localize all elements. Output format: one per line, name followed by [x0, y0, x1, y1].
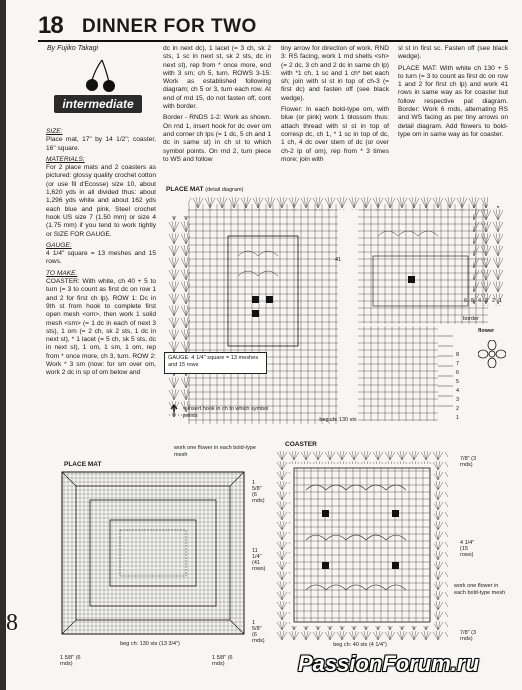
row-number: 2 — [456, 406, 460, 412]
row-number: 4 — [456, 388, 460, 394]
watermark: PassionForum.ru — [298, 651, 479, 676]
placemat-full-diagram — [60, 470, 248, 638]
row-number: 5 — [456, 379, 460, 385]
coaster-instructions: COASTER: With white, ch 40 + 5 to turn (= 3 to count as first dc on row 1 and 2 for first ch lp). ROW 1: Dc in 9th st from hook to complete first open mesh <om>, then work 1 solid mesh <sm> (= 1 dc in each of next 3 sts), 1 om (= 2 ch, sk 2 sts, 1 dc in next st), * 1 lacet (= 5 ch, sk 5 sts, dc in next st), 1 om, 1 sm, 1 om, rep from * once more, ch 3, turn. ROW 2: Work * 3 sm (now: for sm over om, work 2 dc in sp of om below and — [46, 278, 156, 377]
border-rnd-number: 3 — [485, 298, 489, 304]
coaster-flower-note: work one flower in each bold-type mesh — [454, 583, 506, 596]
border-rnd-number: 4 — [478, 298, 482, 304]
row-number: 8 — [456, 352, 460, 358]
placemat-flower-note: work one flower in each bold-type mesh — [174, 445, 256, 458]
page-edge-strip — [0, 0, 6, 690]
flower-text: Flower: In each bold-type om, with blue (or pink) work 1 blossom thus: attach thread with sl st in top of corresp dc, ch 1, * 1 sc in top of dc, 1 ch, 4 dc over stem of dc (or over ch-2 lp of om), rep from * 3 times more; join with — [281, 106, 389, 163]
placemat-top-measure: 1 5/8" (6 rnds) — [252, 480, 265, 504]
placemat-text: PLACE MAT: With white ch 130 + 5 to turn (= 3 to count as first dc on row 1 and 2 for first ch lp) and work 41 rows in same way as for coaster but follow respective pat diagram. Border: Work 6 rnds, alternating RS and WS facing as per tiny arrows on detail diagram. Add flowers to bold-type om in same way as for coaster. — [398, 64, 508, 138]
fasten-off-text: sl st in first sc. Fasten off (see black wedge). — [398, 45, 508, 61]
row-number: 7 — [456, 361, 460, 367]
border-rnd-number: 6 — [464, 298, 468, 304]
row-41-label: 41 — [335, 257, 342, 263]
border-label: border — [463, 316, 479, 322]
row-number: 3 — [456, 397, 460, 403]
difficulty-badge: intermediate — [54, 95, 142, 113]
instructions-column-3 — [281, 45, 389, 167]
border-rnd-number: 5 — [471, 298, 475, 304]
row-number: 1 — [456, 415, 460, 421]
coaster-label: COASTER — [285, 441, 317, 448]
border-text: Border - RNDS 1-2: Work as shown. On rnd 1, insert hook for dc over om and corner ch lps (= 1 dc, 5 ch and 1 dc in same st) in ch st to which symbol points. On rnd 2, turn piece to WS and follow — [163, 114, 271, 163]
arrow-note: = insert hook in ch to which symbol points — [183, 406, 269, 419]
placemat-label: PLACE MAT — [64, 461, 102, 468]
coaster-diagram — [276, 450, 448, 640]
rnd3-text: tiny arrow for direction of work. RND 3: RS facing, work 1 rnd shells <sh> (= 2 dc, 3 ch and 2 dc in same ch lp) with *1 ch, 1 sc and 1 ch* bet each sh; join with sl st in top of ch-3 (= first dc) and fasten off (see black wedge). — [281, 45, 389, 102]
gauge-text: 4 1/4" square = 13 meshes and 15 rows. — [46, 250, 156, 266]
coaster-side-measure: 4 1/4" (15 rows) — [460, 540, 475, 558]
placemat-beg-ch: beg ch: 130 sts (13 3/4") — [120, 641, 180, 647]
arrow-symbol-icon — [168, 404, 180, 418]
flower-label: flower — [478, 328, 495, 334]
gauge-box: GAUGE: 4 1/4" square = 13 meshes and 15 rows — [164, 352, 267, 374]
beg-ch-top: beg ch: 130 sts — [319, 417, 357, 423]
gauge-heading: GAUGE: — [46, 241, 72, 249]
border-rnd-number: 2 — [492, 298, 496, 304]
coaster-top-measure: 7/8" (3 rnds) — [460, 456, 477, 468]
placemat-detail-label: PLACE MAT (detail diagram) — [166, 186, 244, 193]
size-heading: SIZE: — [46, 128, 63, 135]
pattern-title: DINNER FOR TWO — [82, 16, 257, 37]
to-make-heading: TO MAKE. — [46, 269, 78, 277]
border-rnd-number: 1 — [499, 298, 503, 304]
cherry-icon — [82, 58, 122, 94]
materials-heading: MATERIALS: — [46, 155, 85, 163]
title-bar — [38, 12, 508, 42]
instructions-column-4 — [398, 45, 508, 142]
flower-icon — [478, 340, 506, 368]
size-text: Place mat, 17" by 14 1/2"; coaster, 16" square. — [46, 136, 156, 152]
placemat-bottom-measure: 1 5/8" (6 rnds) — [252, 620, 265, 644]
instructions-column-1 — [46, 128, 156, 381]
placemat-right-measure: 1 5/8" (6 rnds) — [212, 655, 233, 667]
coaster-beg-ch: beg ch: 40 sts (4 1/4") — [333, 642, 387, 648]
placemat-left-measure: 1 5/8" (6 rnds) — [60, 655, 81, 667]
materials-text: For 2 place mats and 2 coasters as pictured: glossy quality crochet cotton (or use fil d'Ecosse) size 10, about 1,620 yds in all divided thus: about 1,296 yds white and about 162 yds each blue and pink. Steel crochet hook US size 7 (1.50 mm) or size 4 (1.75 mm) if you tend to work tightly or SIZE FOR GAUGE. — [46, 164, 156, 238]
coaster-bottom-measure: 7/8" (3 rnds) — [460, 630, 477, 642]
placemat-side-measure: 11 1/4" (41 rows) — [252, 548, 266, 572]
instructions-column-2 — [163, 45, 271, 167]
pattern-number: 18 — [38, 12, 63, 39]
byline: By Fujiko Takagi — [47, 45, 99, 52]
row-number: 6 — [456, 370, 460, 376]
page-number: 8 — [6, 610, 18, 636]
coaster-rows-text: dc in next dc), 1 lacet (= 3 ch, sk 2 sts, 1 sc in next st, sk 2 sts, dc in next st), rep from * once more, end with 3 sm; ch 5, turn. ROWS 3-15: Work as established following diagram; ch 5 or 3, turn each row. At end of rnd 15, do not fasten off, cont with border. — [163, 45, 271, 111]
